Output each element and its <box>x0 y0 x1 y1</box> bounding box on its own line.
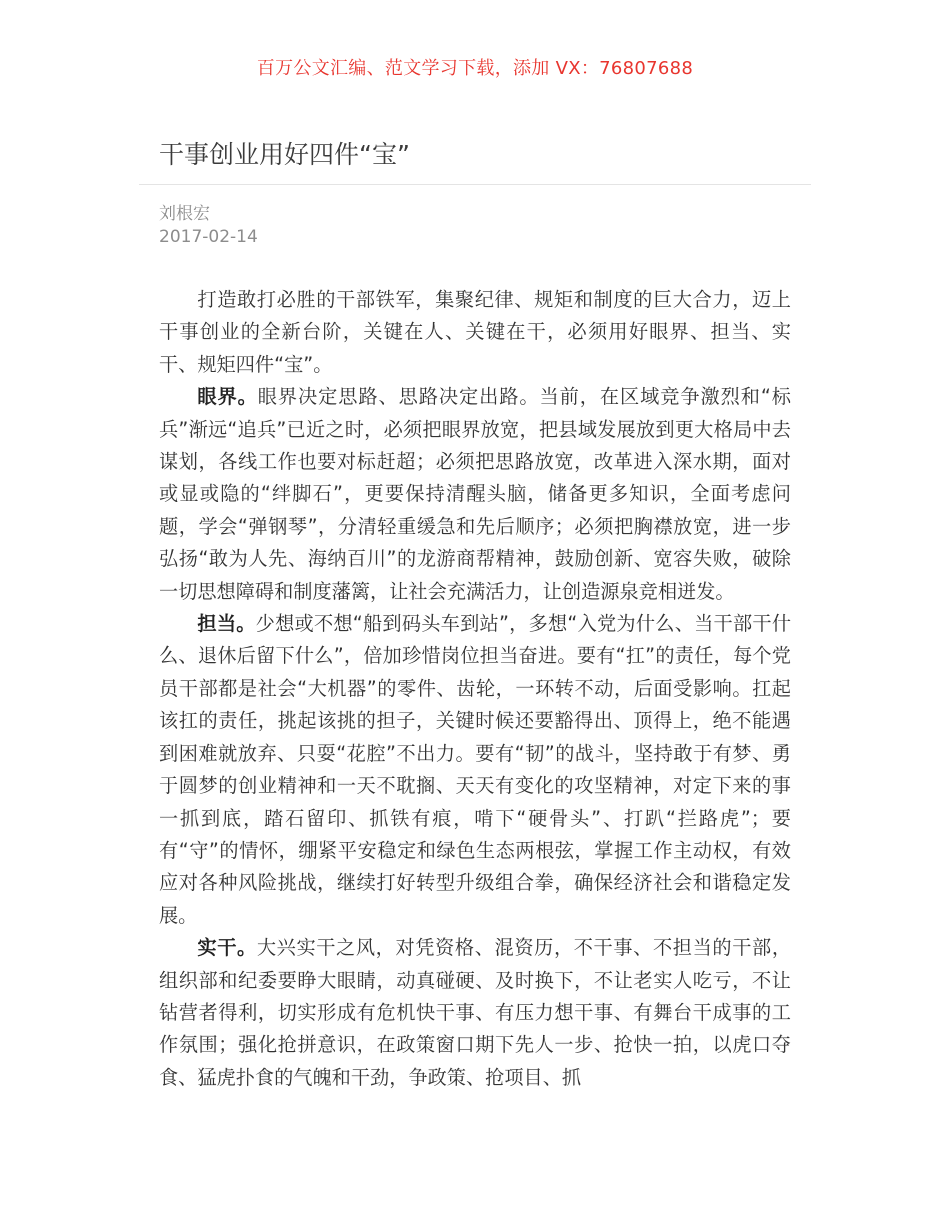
section-paragraph-responsibility <box>159 608 791 932</box>
article-body <box>159 284 791 1094</box>
section-heading: 担当。 <box>197 612 256 636</box>
promo-banner: 百万公文汇编、范文学习下载，添加 VX：76807688 <box>256 58 694 79</box>
author-name: 刘根宏 <box>159 204 210 224</box>
section-paragraph-vision <box>159 381 791 608</box>
section-text: 眼界决定思路、思路决定出路。当前，在区域竞争激烈和“标兵”渐远“追兵”已近之时，必须把眼界放宽，把县域发展放到更大格局中去谋划，各线工作也要对标赶超；必须把思路放宽，改革进入深水期，面对或显或隐的“绊脚石”，更要保持清醒头脑，储备更多知识，全面考虑问题，学会“弹钢琴”，分清轻重缓急和先后顺序；必须把胸襟放宽，进一步弘扬“敢为人先、海纳百川”的龙游商帮精神，鼓励创新、宽容失败，破除一切思想障碍和制度藩篱，让社会充满活力，让创造源泉竞相迸发。 <box>159 385 791 603</box>
publish-date: 2017-02-14 <box>159 227 258 247</box>
article-meta <box>159 203 258 249</box>
section-heading: 实干。 <box>197 936 257 960</box>
section-heading: 眼界。 <box>197 385 258 409</box>
title-divider <box>139 184 811 185</box>
intro-paragraph: 打造敢打必胜的干部铁军，集聚纪律、规矩和制度的巨大合力，迈上干事创业的全新台阶，关键在人、关键在干，必须用好眼界、担当、实干、规矩四件“宝”。 <box>159 288 791 376</box>
section-text: 大兴实干之风，对凭资格、混资历，不干事、不担当的干部，组织部和纪委要睁大眼睛，动真碰硬、及时换下，不让老实人吃亏，不让钻营者得利，切实形成有危机快干事、有压力想干事、有舞台干成事的工作氛围；强化抢拼意识，在政策窗口期下先人一步、抢快一拍，以虎口夺食、猛虎扑食的气魄和干劲，争政策、抢项目、抓 <box>159 936 792 1089</box>
section-text: 少想或不想“船到码头车到站”，多想“入党为什么、当干部干什么、退休后留下什么”，倍加珍惜岗位担当奋进。要有“扛”的责任，每个党员干部都是社会“大机器”的零件、齿轮，一环转不动，后面受影响。扛起该扛的责任，挑起该挑的担子，关键时候还要豁得出、顶得上，绝不能遇到困难就放弃、只耍“花腔”不出力。要有“韧”的战斗，坚持敢于有梦、勇于圆梦的创业精神和一天不耽搁、天天有变化的攻坚精神，对定下来的事一抓到底，踏石留印、抓铁有痕，啃下“硬骨头”、打趴“拦路虎”；要有“守”的情怀，绷紧平安稳定和绿色生态两根弦，掌握工作主动权，有效应对各种风险挑战，继续打好转型升级组合拳，确保经济社会和谐稳定发展。 <box>159 612 791 927</box>
section-paragraph-hard-work <box>159 932 791 1094</box>
article-title: 干事创业用好四件“宝” <box>159 140 410 169</box>
